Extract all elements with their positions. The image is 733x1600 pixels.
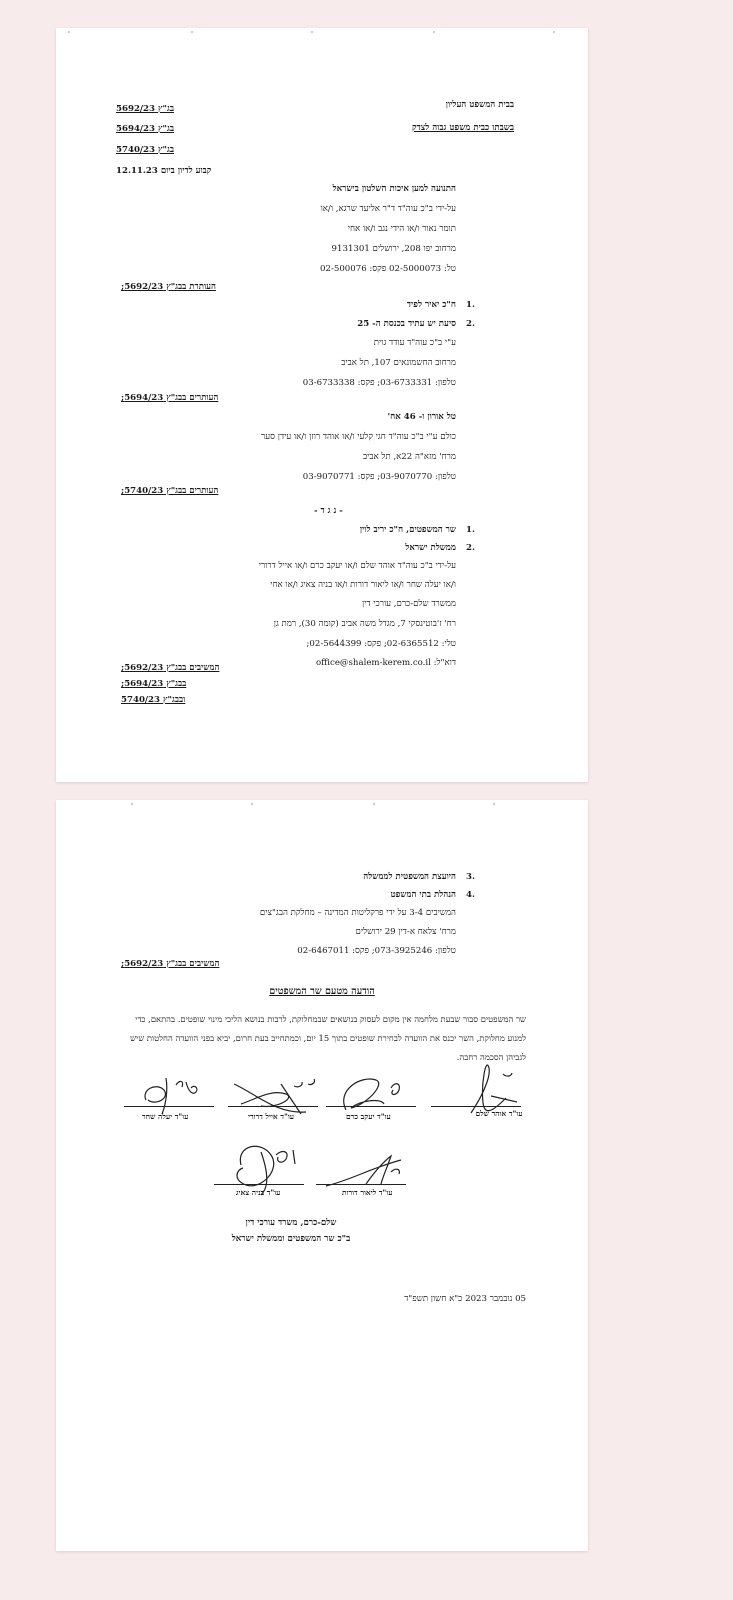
respondent-role: ובבג"ץ 5740/23	[121, 695, 186, 705]
signature-label: עו"ד בניה צאיג	[236, 1188, 281, 1197]
respondent-1-name: שר המשפטים, ח"כ יריב לוין	[359, 525, 456, 535]
petitioner-1-line: טל: 02-5000073 פקס: 02-500076	[320, 264, 456, 274]
petitioner-2-name: ח"כ יאיר לפיד	[406, 300, 456, 310]
petitioner-3-line: מרח' מזא"ה 22א, תל אביב	[362, 452, 456, 462]
firm-represents: ב"כ שר המשפטים וממשלת ישראל	[231, 1234, 351, 1244]
respondent-email: דוא"ל: office@shalem-kerem.co.il	[315, 658, 456, 668]
case-number-3: בג"ץ 5740/23	[116, 145, 174, 155]
respondent-line: טלפון: 073-3925246; פקס: 02-6467011	[297, 946, 456, 956]
signature-label: עו"ד יעקב כרם	[346, 1112, 391, 1121]
respondent-role: המשיבים בבג"ץ 5692/23;	[121, 959, 220, 969]
list-number: 2.	[466, 319, 475, 329]
petitioner-1-org: התנועה למען איכות השלטון בישראל	[332, 184, 456, 194]
signature-label: עו"ד יעלה שחר	[142, 1112, 189, 1121]
petitioner-3-line: טלפון: 03-9070770; פקס: 03-9070771	[302, 472, 456, 482]
signature-label: עו"ד ליאור דורות	[342, 1188, 393, 1197]
petitioner-3-role: העותרים בבג"ץ 5740/23;	[121, 486, 219, 496]
petitioner-1-role: העותרת בבג"ץ 5692/23;	[121, 282, 216, 292]
respondent-role: בבג"ץ 5694/23;	[121, 679, 187, 689]
respondent-line: ו/או יעלה שחר ו/או ליאור דורות ו/או בניה צאיג ו/או אחי	[270, 580, 456, 590]
list-number: 1.	[466, 525, 475, 535]
respondent-line: טלי: 02-6365512; פקס: 02-5644399;	[306, 639, 456, 649]
list-number: 2.	[466, 543, 475, 553]
signature-mark	[451, 1058, 521, 1132]
document-date: 05 נובמבר 2023 כ"א חשון תשפ"ד	[404, 1294, 526, 1304]
petitioner-1-line: תומר נאור ו/או הידי נגב ו/או אחי	[347, 224, 456, 234]
list-number: 3.	[466, 872, 475, 882]
respondent-line: ממשרד שלם-כרם, עורכי דין	[361, 599, 456, 609]
respondent-4-name: הנהלת בתי המשפט	[390, 890, 456, 900]
court-subtitle: בשבתו כבית משפט גבוה לצדק	[411, 123, 514, 133]
respondent-2-name: ממשלת ישראל	[405, 543, 456, 553]
document-page-1	[56, 28, 588, 782]
respondent-line: המשיבים 3-4 על ידי פרקליטות המדינה – מחלקת הבג"צים	[259, 908, 456, 918]
petitioner-2-line: ע"י ב"כ עוה"ד עודד גוית	[373, 338, 456, 348]
petitioner-3-line: כולם ע"י ב"כ עוה"ד חגי קלעי ו/או אוהד רוזן ו/או עידן סער	[261, 432, 456, 442]
versus-label: - נ ג ד -	[314, 506, 343, 516]
petitioner-2-line: טלפון: 03-6733331; פקס: 03-6733338	[302, 378, 456, 388]
notice-paragraph: שר המשפטים סבור שבעת מלחמה אין מקום לעסוק בנושאים שבמחלוקת, לרבות בנושא הליכי מינוי שופטים. בהתאם, כדי למנוע מחלוקת, השר יכנס את הוועדה לבחירת שופטים בתוך 15 יום, וכמתחייב בעת חרום, יביא בפני הוועדה החלטות שיש לגביהן הסכמה רחבה.	[130, 1014, 526, 1062]
petitioner-1-line: מרחוב יפו 208, ירושלים 9131301	[331, 244, 456, 254]
petitioner-2-role: העותרים בבג"ץ 5694/23;	[121, 393, 219, 403]
firm-name: שלם-כרם, משרד עורכי דין	[245, 1218, 337, 1228]
list-number: 1.	[466, 300, 475, 310]
petitioner-3-name: טל אורון ו- 46 אח'	[387, 412, 456, 422]
notice-title: הודעה מטעם שר המשפטים	[269, 986, 375, 997]
petitioner-1-line: על-ידי ב"כ עוה"ד ד"ר אליעד שרגא, ו/או	[320, 204, 456, 214]
hearing-date: קבוע לדיון ביום 12.11.23	[116, 166, 212, 176]
respondent-line: על-ידי ב"כ עוה"ד אוהד שלם ו/או יעקב כרם ו/או אייל דרורי	[258, 561, 456, 571]
respondent-role: המשיבים בבג"ץ 5692/23;	[121, 663, 220, 673]
petitioner-2-party: סיעת יש עתיד בכנסת ה- 25	[357, 319, 456, 329]
signature-label: עו"ד אוהד שלם	[475, 1109, 523, 1118]
petitioner-2-line: מרחוב החשמונאים 107, תל אביב	[341, 358, 456, 368]
case-number-1: בג"ץ 5692/23	[116, 104, 174, 114]
respondent-line: רח' ז'בוטינסקי 7, מגדל משה אביב (קומה 30), רמת גן	[273, 619, 456, 629]
list-number: 4.	[466, 890, 475, 900]
respondent-3-name: היועצת המשפטית לממשלה	[363, 872, 456, 882]
document-page-2	[56, 800, 588, 1551]
respondent-line: מרח' צלאח א-דין 29 ירושלים	[355, 927, 456, 937]
court-name: בבית המשפט העליון	[445, 100, 514, 110]
case-number-2: בג"ץ 5694/23	[116, 124, 174, 134]
signature-label: עו"ד אייל דרורי	[248, 1112, 295, 1121]
